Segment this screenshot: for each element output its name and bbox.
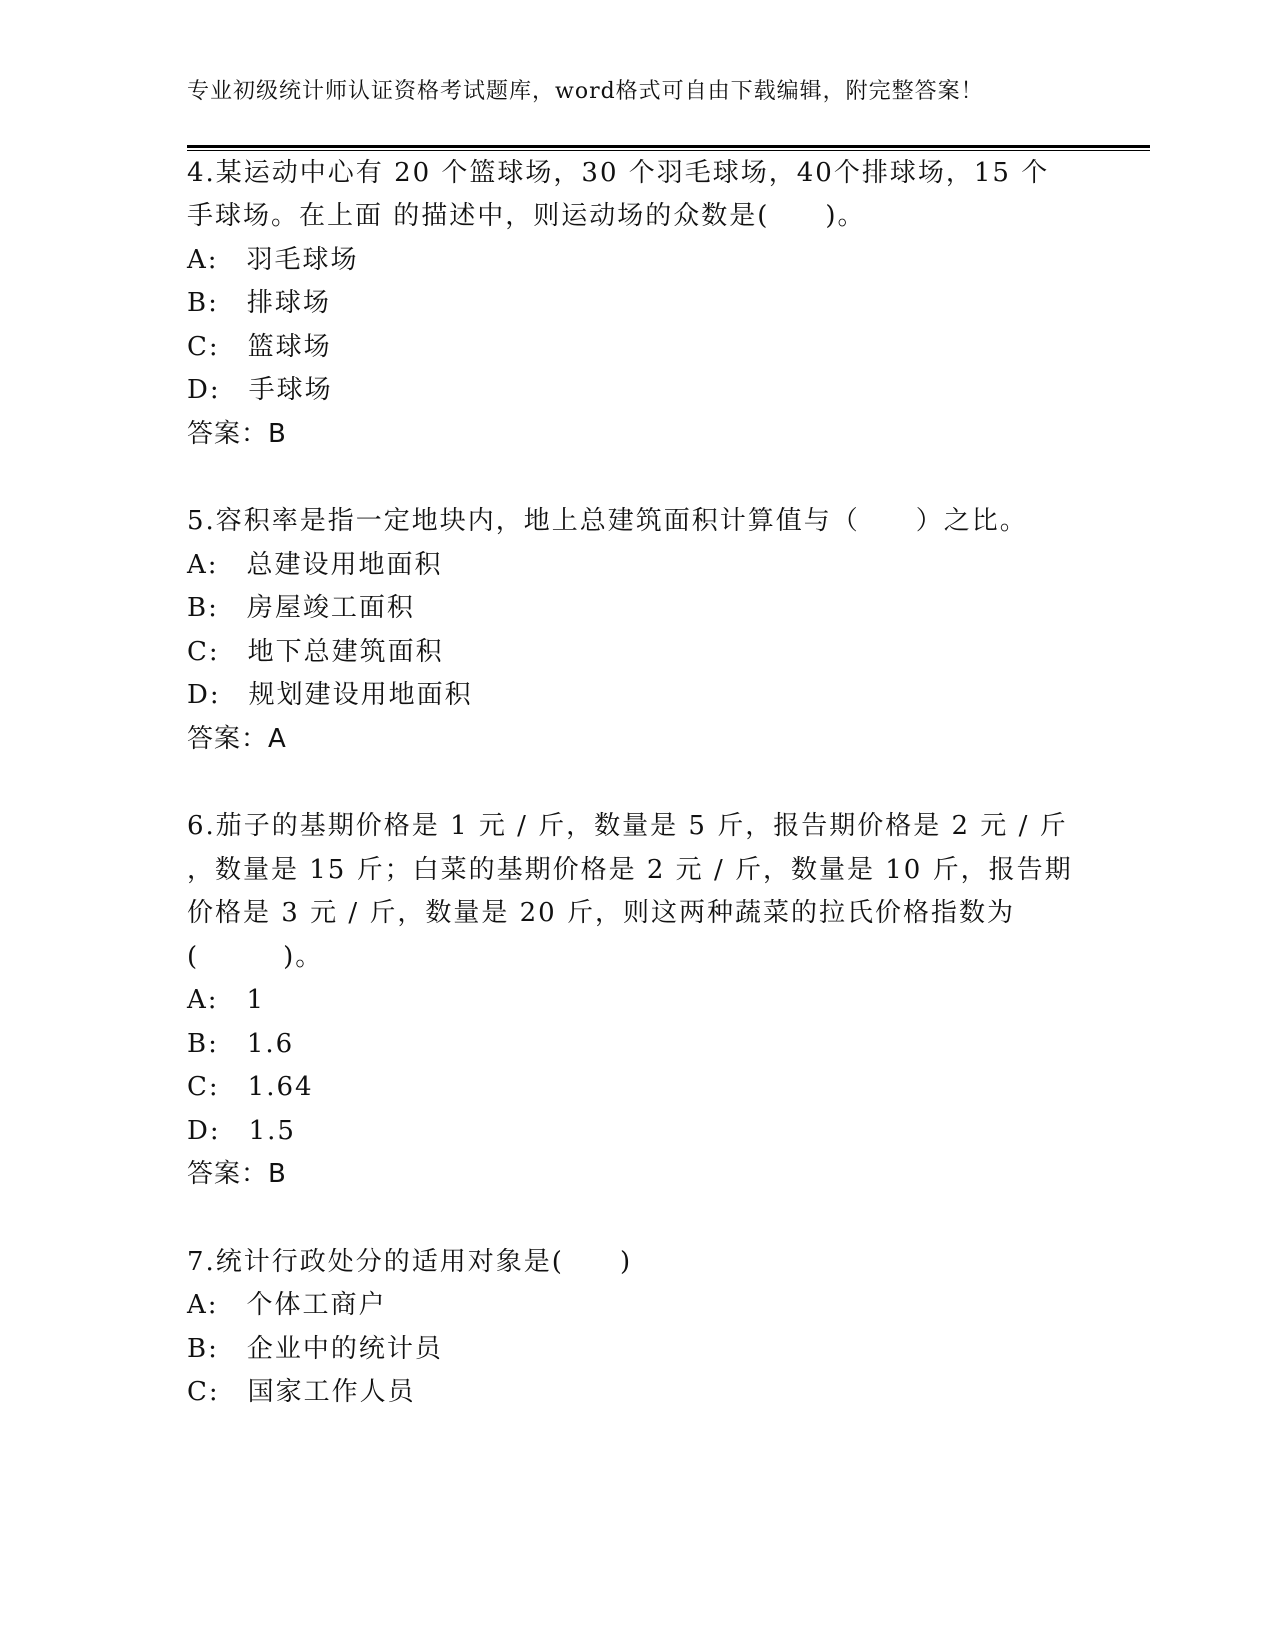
question-7-stem-line-1: 7.统计行政处分的适用对象是( )	[187, 1247, 633, 1277]
question-7-option-c: C: 国家工作人员	[187, 1377, 416, 1407]
question-4-option-c: C: 篮球场	[187, 332, 332, 362]
question-6-option-b: B: 1.6	[187, 1029, 295, 1059]
question-6-answer: 答案：B	[187, 1159, 287, 1189]
question-4-option-b: B: 排球场	[187, 288, 331, 318]
question-5-stem-line-1: 5.容积率是指一定地块内，地上总建筑面积计算值与（ ）之比。	[187, 506, 1028, 536]
question-5-option-b: B: 房屋竣工面积	[187, 593, 415, 623]
header-rule-thick	[187, 145, 1150, 148]
question-4-stem-line-2: 手球场。在上面 的描述中，则运动场的众数是( )。	[187, 201, 866, 231]
question-6-option-a: A: 1	[187, 985, 266, 1015]
question-6-stem-line-2: ，数量是 15 斤；白菜的基期价格是 2 元 / 斤，数量是 10 斤，报告期	[187, 855, 1073, 885]
question-6-option-c: C: 1.64	[187, 1072, 314, 1102]
question-6-stem-line-3: 价格是 3 元 / 斤，数量是 20 斤，则这两种蔬菜的拉氏价格指数为	[187, 898, 1015, 928]
question-7-option-b: B: 企业中的统计员	[187, 1334, 443, 1364]
question-4-option-d: D: 手球场	[187, 375, 333, 405]
page-header: 专业初级统计师认证资格考试题库，word格式可自由下载编辑，附完整答案！	[187, 79, 984, 104]
question-7-option-a: A: 个体工商户	[187, 1290, 387, 1320]
question-4-answer: 答案：B	[187, 419, 287, 449]
question-6-stem-line-4: ( )。	[187, 942, 324, 972]
question-4-stem-line-1: 4.某运动中心有 20 个篮球场，30 个羽毛球场，40个排球场，15 个	[187, 158, 1050, 188]
header-rule-thin	[187, 150, 1150, 151]
question-6-stem-line-1: 6.茄子的基期价格是 1 元 / 斤，数量是 5 斤，报告期价格是 2 元 / 斤	[187, 811, 1068, 841]
question-5-answer: 答案：A	[187, 724, 287, 754]
question-6-option-d: D: 1.5	[187, 1116, 296, 1146]
question-4-option-a: A: 羽毛球场	[187, 245, 359, 275]
question-5-option-c: C: 地下总建筑面积	[187, 637, 444, 667]
question-5-option-d: D: 规划建设用地面积	[187, 680, 473, 710]
question-5-option-a: A: 总建设用地面积	[187, 550, 443, 580]
